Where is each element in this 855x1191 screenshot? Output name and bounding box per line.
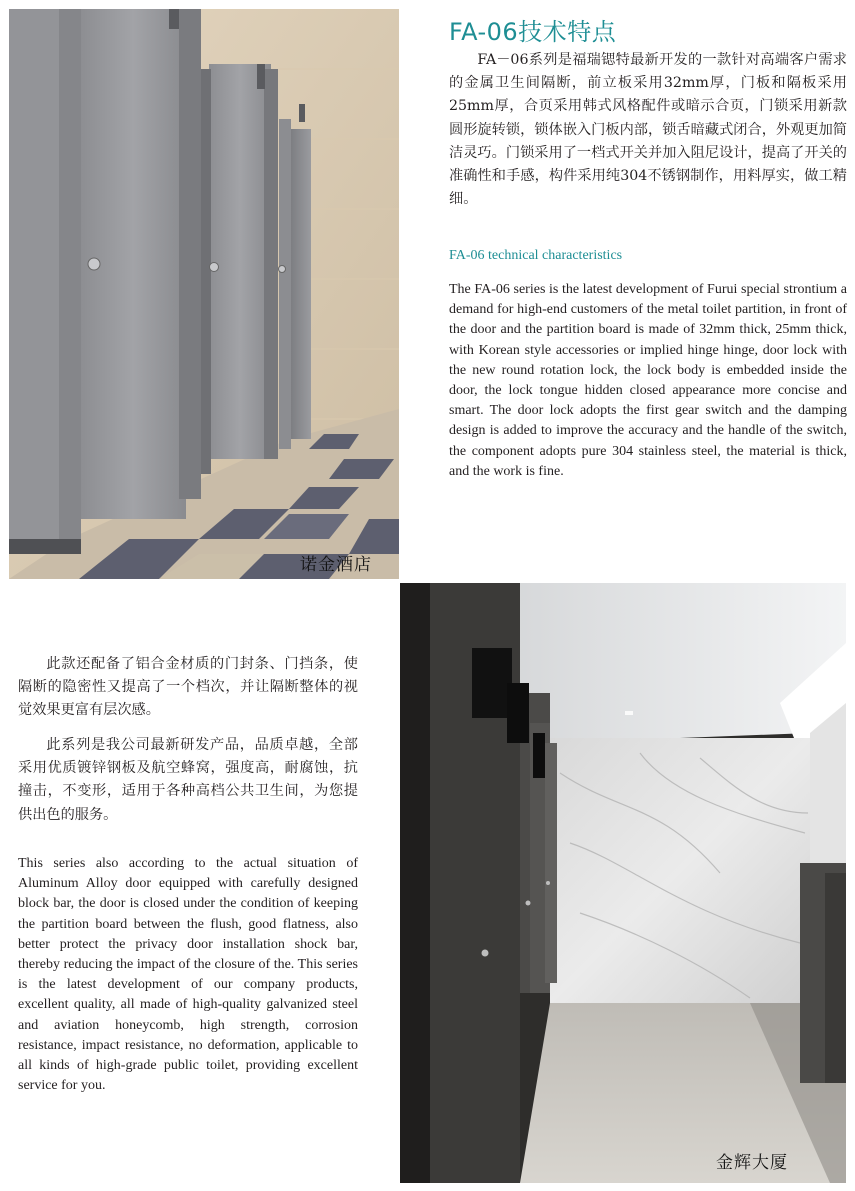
building-photo-caption: 金辉大厦 (716, 1153, 788, 1173)
page-title: FA-06技术特点 (449, 18, 617, 46)
hotel-photo (9, 9, 399, 579)
lower-cn-paragraph-1: 此款还配备了铝合金材质的门封条、门挡条，使隔断的隐密性又提高了一个档次，并让隔断整体的视觉效果更富有层次感。 (18, 656, 358, 719)
intro-en-subtitle: FA-06 technical characteristics (449, 248, 623, 263)
intro-en-paragraph: The FA-06 series is the latest development of Furui special strontium a demand for high-end customers of the metal toilet partition, in front of the door and the partition board is made of 32mm thick, 25mm thick, with Korean style accessories or implied hinge hinge, door lock with the new round rotation lock, the lock body is embedded inside the door, the lock tongue hidden closed appearance more concise and smart. The door lock adopts the first gear switch and the damping design is added to improve the accuracy and the handle of the switch, the component adopts pure 304 stainless steel, the material is thick, and the work is fine. (449, 282, 847, 479)
hotel-photo-caption: 诺金酒店 (300, 555, 372, 575)
intro-cn-paragraph: FA－06系列是福瑞锶特最新开发的一款针对高端客户需求的金属卫生间隔断，前立板采用32mm厚，门板和隔板采用25mm厚，合页采用韩式风格配件或暗示合页，门锁采用新款圆形旋转锁，锁体嵌入门板内部，锁舌暗藏式闭合，外观更加简洁灵巧。门锁采用了一档式开关并加入阻尼设计，提高了开关的准确性和手感，构件采用纯304不锈钢制作，用料厚实，做工精细。 (449, 52, 847, 208)
lower-cn-paragraph-2: 此系列是我公司最新研发产品，品质卓越，全部采用优质镀锌钢板及航空蜂窝，强度高，耐腐蚀，抗撞击，不变形，适用于各种高档公共卫生间，为您提供出色的服务。 (18, 737, 358, 823)
building-photo (400, 583, 846, 1183)
lower-en-paragraph: This series also according to the actual situation of Aluminum Alloy door equipped with carefully designed block bar, the door is closed under the condition of keeping the partition board between the flush, good flatness, also better protect the privacy door installation shock bar, thereby reducing the impact of the closure of the. This series is the latest development of our company products, excellent quality, all made of high-quality galvanized steel and aviation honeycomb, high strength, corrosion resistance, impact resistance, no deformation, applicable to all kinds of high-grade public toilet, providing excellent service for you. (18, 856, 358, 1094)
